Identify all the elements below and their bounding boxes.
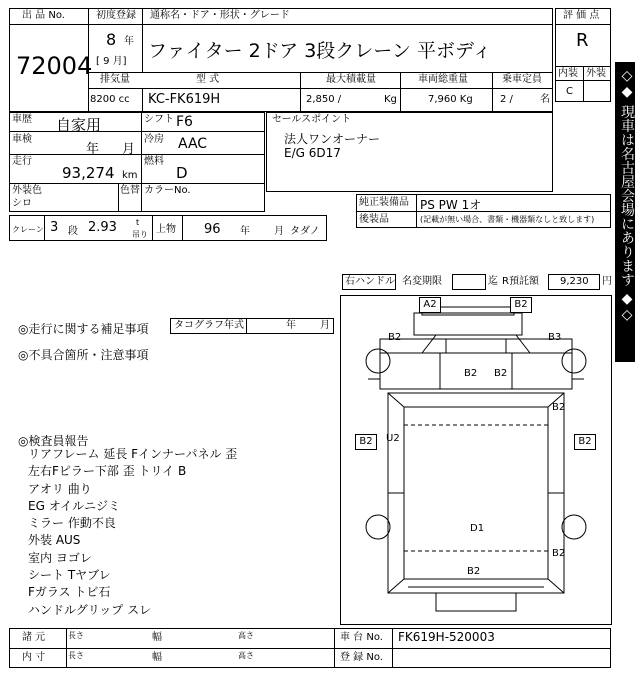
lot-number: 72004 — [16, 52, 93, 80]
aftermarket-note: (記載が無い場合、書類・機器類なしと致します) — [420, 215, 595, 224]
crane-label: クレーン — [12, 225, 44, 234]
sales-points-label: セールスポイント — [272, 114, 352, 125]
interior-grade-value: C — [566, 86, 573, 97]
damage-mark-b2-side-right: B2 — [574, 434, 596, 450]
chassis-no-label: 車 台 No. — [340, 632, 383, 643]
crane-capacity: 2.93 — [88, 220, 117, 235]
capacity-label: 乗車定員 — [502, 74, 542, 85]
r-tax-unit: 円 — [602, 276, 612, 287]
mileage-label: 走行 — [12, 156, 32, 167]
inspector-line: アオリ 曲り — [28, 481, 92, 496]
history-label: 車歴 — [12, 114, 32, 125]
bed-year-unit: 年 — [240, 226, 250, 237]
shift-value: F6 — [176, 114, 193, 130]
location-notice-text: ◇◆ 現車は名古屋会場にあります ◆◇ — [619, 68, 635, 323]
inner-dims-row-label: 内 寸 — [22, 652, 46, 663]
gross-weight-value: 7,960 Kg — [428, 94, 473, 105]
footer-height-label-1: 高さ — [238, 631, 254, 640]
damage-mark-b2-rear: B2 — [467, 566, 481, 577]
capacity-value: 2 / — [500, 94, 513, 105]
first-registration-label: 初度登録 — [96, 10, 136, 21]
chassis-no-value: FK619H-520003 — [398, 630, 495, 644]
gross-weight-label: 車両総重量 — [418, 74, 468, 85]
first-registration-month: [ 9 月] — [96, 56, 127, 67]
year-unit: 年 — [124, 36, 134, 47]
inspector-line: Fガラス トビ石 — [28, 585, 111, 600]
inspector-line: 外装 AUS — [28, 533, 81, 548]
damage-mark-b2-bed-right: B2 — [552, 402, 566, 413]
max-load-value: 2,850 / — [306, 94, 342, 105]
damage-mark-b2-front-right: B2 — [510, 297, 532, 313]
defects-label: ◎不具合箇所・注意事項 — [18, 348, 149, 362]
car-name-label: 通称名・ドア・形状・グレード — [150, 10, 290, 21]
damage-mark-b2-cab-right-inner: B2 — [494, 368, 508, 379]
fuel-value: D — [176, 164, 188, 182]
damage-mark-b2-cab-center: B2 — [464, 368, 478, 379]
crane-stage-unit: 段 — [68, 226, 78, 237]
r-tax-label: R預託額 — [502, 276, 539, 287]
inspector-report-label: ◎検査員報告 — [18, 434, 89, 448]
displacement-label: 排気量 — [100, 74, 130, 85]
inspector-line: ハンドルグリップ スレ — [28, 602, 152, 617]
model-value: KC-FK619H — [148, 92, 221, 107]
aircon-value: AAC — [178, 136, 208, 152]
inspection-label: 車検 — [12, 134, 32, 145]
max-load-unit: Kg — [384, 94, 397, 105]
mileage-value: 93,274 — [62, 164, 115, 182]
sales-point-line-1: 法人ワンオーナー — [284, 132, 381, 146]
r-tax-value: 9,230 — [560, 276, 589, 287]
footer-length-label-2: 長さ — [68, 651, 84, 660]
standard-equipment-label: 純正装備品 — [359, 197, 409, 208]
damage-mark-u2-bed-left: U2 — [386, 433, 400, 444]
mileage-unit: km — [122, 170, 138, 181]
specs-row-label: 諸 元 — [22, 632, 46, 643]
damage-mark-a2-front: A2 — [419, 297, 441, 313]
inspector-line: リアフレーム 延長 Fインナーパネル 歪 — [28, 447, 238, 461]
first-registration-year: 8 — [106, 30, 117, 49]
damage-mark-b2-rear-right: B2 — [552, 548, 566, 559]
crane-capacity-unit-bottom: 吊り — [132, 230, 148, 239]
exterior-color-value: シロ — [12, 198, 32, 209]
sales-point-line-2: E/G 6D17 — [284, 146, 341, 160]
damage-mark-d1-bed-floor: D1 — [470, 523, 485, 534]
tachograph-month-unit: 月 — [320, 320, 330, 331]
color-code-label: カラーNo. — [144, 185, 191, 196]
inspector-line: シート Tヤブレ — [28, 568, 111, 583]
inspector-line: 室内 ヨゴレ — [28, 550, 92, 565]
name-change-until: 迄 — [488, 276, 498, 287]
exterior-color-label: 外装色 — [12, 185, 42, 196]
grade-label: 評 価 点 — [563, 10, 600, 21]
history-value: 自家用 — [56, 116, 102, 134]
bed-year: 96 — [204, 222, 221, 237]
footer-width-label-2: 幅 — [152, 652, 162, 663]
tachograph-year-unit: 年 — [286, 320, 296, 331]
aftermarket-label: 後装品 — [359, 214, 389, 225]
footer-height-label-2: 高さ — [238, 651, 254, 660]
shift-label: シフト — [144, 114, 174, 125]
registration-no-label: 登 録 No. — [340, 652, 383, 663]
inspector-line: ミラー 作動不良 — [28, 516, 116, 531]
aircon-label: 冷房 — [144, 134, 164, 145]
standard-equipment-value: PS PW 1オ — [420, 198, 482, 212]
footer-length-label-1: 長さ — [68, 631, 84, 640]
bed-maker: タダノ — [290, 226, 320, 237]
displacement-value: 8200 cc — [90, 94, 130, 105]
model-label: 型 式 — [196, 74, 220, 85]
inspection-year-unit: 年 — [86, 142, 100, 157]
specs-block — [9, 112, 265, 212]
grade-value: R — [576, 30, 589, 51]
damage-mark-b2-cab-left: B2 — [388, 332, 402, 343]
name-change-box — [452, 274, 486, 290]
car-name: ファイター 2ドア 3段クレーン 平ボディ — [148, 40, 492, 62]
bed-label: 上物 — [156, 224, 176, 235]
bed-month-unit: 月 — [274, 226, 284, 237]
fuel-label: 燃料 — [144, 156, 164, 167]
capacity-unit: 名 — [540, 94, 550, 105]
drive-notes-label: ◎走行に関する補足事項 — [18, 322, 149, 336]
color-change-label: 色替 — [120, 185, 140, 196]
damage-mark-b2-side-left: B2 — [355, 434, 377, 450]
inspector-line: EG オイルニジミ — [28, 498, 121, 513]
crane-capacity-unit-top: t — [136, 218, 140, 227]
exterior-grade-label: 外装 — [586, 68, 606, 79]
interior-grade-label: 内装 — [558, 68, 578, 79]
name-change-label: 名変期限 — [402, 276, 442, 287]
damage-mark-b3-cab-right: B3 — [548, 332, 562, 343]
lot-number-label: 出 品 No. — [22, 10, 65, 21]
rhd-label: 右ハンドル — [345, 276, 395, 287]
max-load-label: 最大積載量 — [326, 74, 376, 85]
inspector-line: 左右Fピラー下部 歪 トリイ B — [28, 464, 187, 479]
footer-width-label-1: 幅 — [152, 632, 162, 643]
crane-stages: 3 — [50, 220, 59, 235]
inspection-month-unit: 月 — [122, 142, 136, 157]
tachograph-label: タコグラフ年式 — [174, 320, 244, 331]
inspector-report-list — [28, 446, 237, 619]
